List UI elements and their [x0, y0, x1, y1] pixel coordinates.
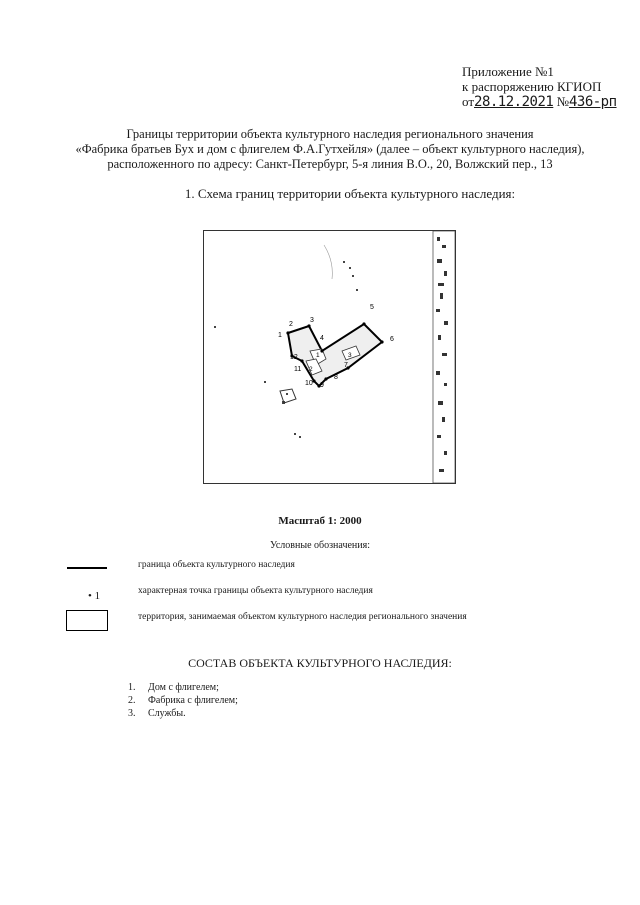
point-label-4: 4 [320, 335, 324, 342]
list-item: 3. Службы. [128, 708, 186, 719]
legend-boundary-symbol [67, 567, 107, 569]
map-scale: Масштаб 1: 2000 [278, 515, 362, 527]
building-label-1: 1 [316, 352, 320, 359]
legend-territory-symbol [66, 610, 108, 631]
outbuilding [280, 389, 296, 403]
legend-boundary-text: граница объекта культурного наследия [138, 560, 295, 570]
document-title [40, 127, 620, 172]
legend-point-symbol: • 1 [88, 590, 101, 602]
title-line-1: Границы территории объекта культурного наследия регионального значения [126, 127, 534, 141]
title-line-2: «Фабрика братьев Бух и дом с флигелем Ф.А.Гутхейля» (далее – объект культурного наследия), [75, 142, 585, 156]
point-label-10: 10 [305, 380, 313, 387]
number-prefix: № [556, 94, 569, 109]
scheme-heading: 1. Схема границ территории объекта культурного наследия: [184, 186, 516, 201]
map-edge-strip [433, 231, 455, 483]
building-label-3: 3 [348, 352, 352, 359]
legend-territory-text: территория, занимаемая объектом культурного наследия регионального значения [138, 612, 467, 622]
list-item: 1. Дом с флигелем; [128, 682, 219, 693]
point-label-2: 2 [289, 321, 293, 328]
point-label-7: 7 [344, 362, 348, 369]
point-label-3: 3 [310, 317, 314, 324]
point-label-12: 12 [290, 354, 298, 361]
appendix-order: к распоряжению КГИОП [462, 79, 602, 94]
composition-list [128, 681, 238, 720]
appendix-date-line [462, 94, 617, 110]
legend-title: Условные обозначения: [269, 540, 370, 551]
point-label-5: 5 [370, 304, 374, 311]
point-label-6: 6 [390, 336, 394, 343]
point-label-1: 1 [278, 332, 282, 339]
appendix-block [462, 64, 617, 110]
map-drawing [204, 231, 455, 483]
composition-heading: СОСТАВ ОБЪЕКТА КУЛЬТУРНОГО НАСЛЕДИЯ: [188, 656, 452, 670]
list-item: 2. Фабрика с флигелем; [128, 695, 238, 706]
point-label-8: 8 [334, 374, 338, 381]
boundary-map [203, 230, 456, 484]
point-label-11: 11 [294, 366, 302, 373]
number-value: 436-рп [568, 94, 617, 110]
legend-point-text: характерная точка границы объекта культурного наследия [138, 586, 373, 596]
appendix-title: Приложение №1 [462, 64, 554, 79]
point-label-9: 9 [320, 382, 324, 389]
date-value: 28.12.2021 [474, 94, 554, 110]
building-label-2: 2 [309, 366, 313, 373]
date-prefix: от [462, 94, 475, 109]
title-line-3: расположенного по адресу: Санкт-Петербург, 5-я линия В.О., 20, Волжский пер., 13 [107, 157, 553, 171]
